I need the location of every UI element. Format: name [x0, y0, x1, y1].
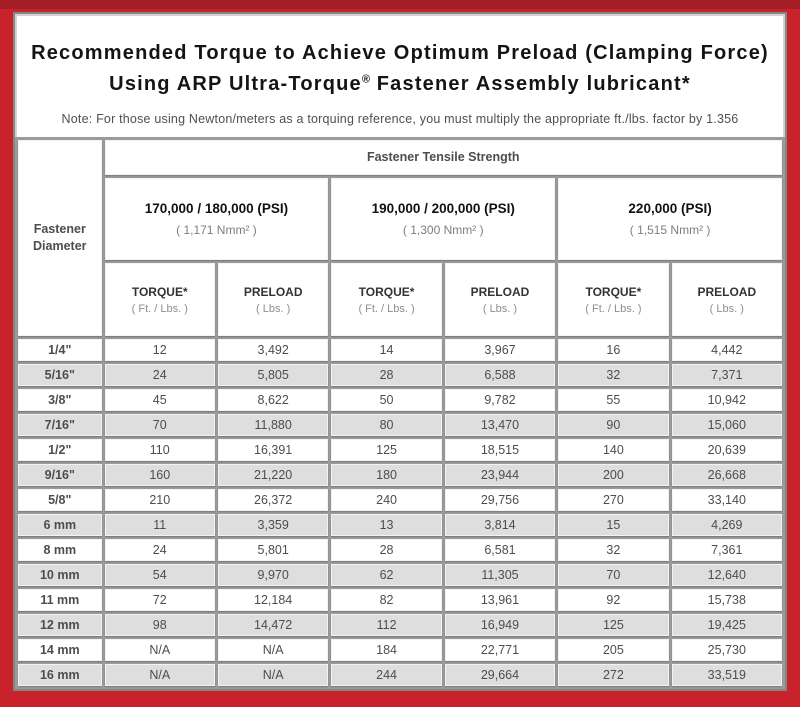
value-cell: N/A — [105, 664, 215, 686]
fastener-diameter-cell: 8 mm — [18, 539, 102, 561]
value-cell: 21,220 — [218, 464, 328, 486]
value-cell: 26,372 — [218, 489, 328, 511]
value-cell: 244 — [331, 664, 441, 686]
value-cell: 10,942 — [672, 389, 782, 411]
fastener-diameter-cell: 7/16" — [18, 414, 102, 436]
value-cell: 82 — [331, 589, 441, 611]
value-cell: 24 — [105, 364, 215, 386]
value-cell: 140 — [558, 439, 668, 461]
value-cell: 272 — [558, 664, 668, 686]
value-cell: 9,782 — [445, 389, 555, 411]
conversion-note: Note: For those using Newton/meters as a torquing reference, you must multiply the appropriate ft./lbs. factor by 1.356 — [61, 112, 739, 126]
value-cell: 3,359 — [218, 514, 328, 536]
value-cell: N/A — [105, 639, 215, 661]
value-cell: 125 — [331, 439, 441, 461]
value-cell: 33,519 — [672, 664, 782, 686]
value-cell: 200 — [558, 464, 668, 486]
page-title — [29, 38, 771, 100]
table-row — [18, 389, 782, 411]
value-cell: 12,640 — [672, 564, 782, 586]
preload-column-header: PRELOAD ( Lbs. ) — [218, 263, 328, 336]
value-cell: 16,391 — [218, 439, 328, 461]
fastener-diameter-cell: 6 mm — [18, 514, 102, 536]
value-cell: 270 — [558, 489, 668, 511]
value-cell: 32 — [558, 539, 668, 561]
value-cell: 22,771 — [445, 639, 555, 661]
fastener-diameter-cell: 5/8" — [18, 489, 102, 511]
table-area — [15, 137, 785, 689]
value-cell: 11,305 — [445, 564, 555, 586]
value-cell: 184 — [331, 639, 441, 661]
value-cell: 110 — [105, 439, 215, 461]
value-cell: 23,944 — [445, 464, 555, 486]
tensile-strength-row — [18, 140, 782, 175]
value-cell: 16 — [558, 339, 668, 361]
table-row — [18, 339, 782, 361]
value-cell: 13,961 — [445, 589, 555, 611]
fastener-diameter-cell: 11 mm — [18, 589, 102, 611]
value-cell: 55 — [558, 389, 668, 411]
value-cell: 12 — [105, 339, 215, 361]
preload-column-header: PRELOAD ( Lbs. ) — [672, 263, 782, 336]
value-cell: 5,801 — [218, 539, 328, 561]
value-cell: 3,492 — [218, 339, 328, 361]
value-cell: 5,805 — [218, 364, 328, 386]
value-cell: 15,060 — [672, 414, 782, 436]
table-row — [18, 489, 782, 511]
fastener-diameter-cell: 14 mm — [18, 639, 102, 661]
value-cell: 160 — [105, 464, 215, 486]
value-cell: 70 — [558, 564, 668, 586]
value-cell: N/A — [218, 664, 328, 686]
top-accent-strip — [0, 0, 800, 9]
value-cell: 8,622 — [218, 389, 328, 411]
value-cell: 24 — [105, 539, 215, 561]
table-row — [18, 589, 782, 611]
title-block — [15, 14, 785, 126]
psi-group-220: 220,000 (PSI) ( 1,515 Nmm² ) — [558, 178, 782, 261]
fastener-diameter-cell: 1/2" — [18, 439, 102, 461]
torque-column-header: TORQUE* ( Ft. / Lbs. ) — [558, 263, 668, 336]
fastener-diameter-cell: 1/4" — [18, 339, 102, 361]
table-row — [18, 439, 782, 461]
value-cell: 54 — [105, 564, 215, 586]
value-cell: 62 — [331, 564, 441, 586]
tensile-strength-header: Fastener Tensile Strength — [105, 140, 782, 175]
table-row — [18, 514, 782, 536]
fastener-diameter-cell: 9/16" — [18, 464, 102, 486]
value-cell: 32 — [558, 364, 668, 386]
fastener-diameter-cell: 12 mm — [18, 614, 102, 636]
fastener-diameter-cell: 16 mm — [18, 664, 102, 686]
value-cell: 112 — [331, 614, 441, 636]
value-cell: 205 — [558, 639, 668, 661]
value-cell: 11,880 — [218, 414, 328, 436]
value-cell: 18,515 — [445, 439, 555, 461]
fastener-diameter-header: Fastener Diameter — [18, 140, 102, 336]
value-cell: 50 — [331, 389, 441, 411]
table-row — [18, 614, 782, 636]
preload-column-header: PRELOAD ( Lbs. ) — [445, 263, 555, 336]
value-cell: 7,361 — [672, 539, 782, 561]
value-cell: 15 — [558, 514, 668, 536]
value-cell: 125 — [558, 614, 668, 636]
value-cell: 6,581 — [445, 539, 555, 561]
value-cell: 26,668 — [672, 464, 782, 486]
table-row — [18, 414, 782, 436]
value-cell: 15,738 — [672, 589, 782, 611]
table-body — [18, 339, 782, 686]
value-cell: 90 — [558, 414, 668, 436]
value-cell: 4,269 — [672, 514, 782, 536]
value-cell: 29,756 — [445, 489, 555, 511]
table-row — [18, 564, 782, 586]
fastener-diameter-cell: 10 mm — [18, 564, 102, 586]
value-cell: 80 — [331, 414, 441, 436]
value-cell: 19,425 — [672, 614, 782, 636]
value-cell: 11 — [105, 514, 215, 536]
table-row — [18, 539, 782, 561]
title-line-2: Using ARP Ultra-Torque® Fastener Assembly lubricant* — [109, 73, 691, 95]
value-cell: 70 — [105, 414, 215, 436]
content-panel — [13, 12, 787, 691]
table-row — [18, 664, 782, 686]
value-cell: 28 — [331, 364, 441, 386]
title-line-1: Recommended Torque to Achieve Optimum Preload (Clamping Force) — [31, 42, 769, 64]
value-cell: 7,371 — [672, 364, 782, 386]
value-cell: 180 — [331, 464, 441, 486]
value-cell: 28 — [331, 539, 441, 561]
table-row — [18, 364, 782, 386]
fastener-diameter-cell: 3/8" — [18, 389, 102, 411]
value-cell: 240 — [331, 489, 441, 511]
table-row — [18, 464, 782, 486]
value-cell: 14 — [331, 339, 441, 361]
psi-group-190-200: 190,000 / 200,000 (PSI) ( 1,300 Nmm² ) — [331, 178, 555, 261]
value-cell: 14,472 — [218, 614, 328, 636]
value-cell: 25,730 — [672, 639, 782, 661]
value-cell: N/A — [218, 639, 328, 661]
value-cell: 6,588 — [445, 364, 555, 386]
registered-trademark-symbol: ® — [361, 73, 370, 86]
value-cell: 45 — [105, 389, 215, 411]
value-cell: 72 — [105, 589, 215, 611]
value-cell: 3,814 — [445, 514, 555, 536]
psi-group-row — [18, 178, 782, 261]
value-cell: 29,664 — [445, 664, 555, 686]
value-cell: 20,639 — [672, 439, 782, 461]
torque-preload-table — [15, 137, 785, 689]
torque-column-header: TORQUE* ( Ft. / Lbs. ) — [331, 263, 441, 336]
psi-group-170-180: 170,000 / 180,000 (PSI) ( 1,171 Nmm² ) — [105, 178, 329, 261]
value-cell: 4,442 — [672, 339, 782, 361]
torque-column-header: TORQUE* ( Ft. / Lbs. ) — [105, 263, 215, 336]
table-row — [18, 639, 782, 661]
value-cell: 210 — [105, 489, 215, 511]
value-cell: 3,967 — [445, 339, 555, 361]
value-cell: 9,970 — [218, 564, 328, 586]
fastener-diameter-cell: 5/16" — [18, 364, 102, 386]
value-cell: 13 — [331, 514, 441, 536]
value-cell: 98 — [105, 614, 215, 636]
value-cell: 33,140 — [672, 489, 782, 511]
value-cell: 92 — [558, 589, 668, 611]
value-cell: 13,470 — [445, 414, 555, 436]
value-cell: 12,184 — [218, 589, 328, 611]
value-cell: 16,949 — [445, 614, 555, 636]
column-header-row — [18, 263, 782, 336]
